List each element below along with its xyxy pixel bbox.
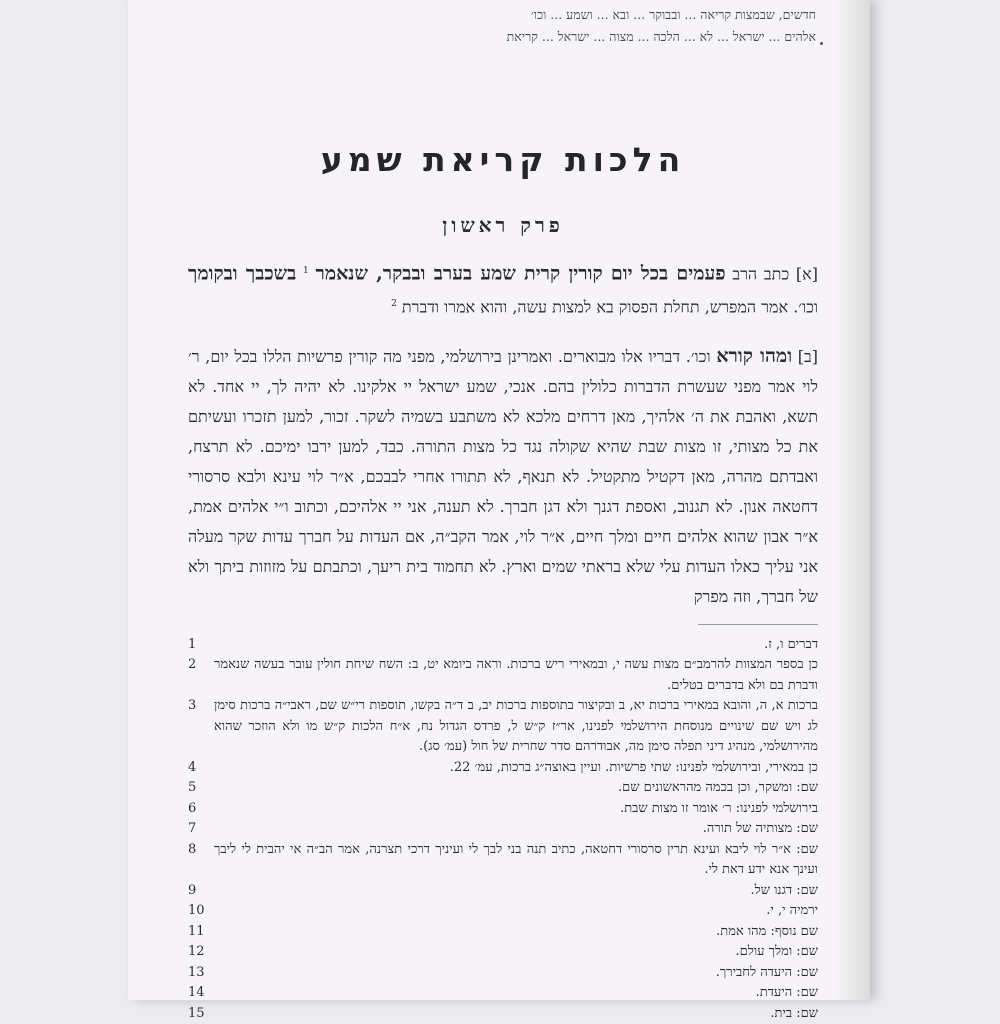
- footnote-text: שם: א״ר לוי ליבא ועינא תרין סרסורי דחטאה, כתיב תנה בני לבך לי ועיניך דרכי תצרנה, אמר הב״ה אי יהבית לי ליבך ועינך אנא ידע דאת לי.: [214, 841, 818, 878]
- footnote-number: 4: [188, 759, 197, 775]
- footnote: [188, 881, 818, 902]
- footnote-number: 12: [188, 944, 205, 960]
- footnote-text: שם: היעדת.: [755, 985, 818, 1001]
- footnote-number: 14: [188, 985, 205, 1001]
- book-page: [128, 0, 870, 1021]
- footnote: [188, 1004, 818, 1024]
- footnote-number: 9: [188, 882, 197, 898]
- footnote: [188, 901, 818, 922]
- footnote-number: 6: [188, 800, 197, 816]
- page-content: [188, 140, 818, 1024]
- footnote: [188, 942, 818, 963]
- footnote-text: שם: ומלך עולם.: [735, 944, 818, 960]
- footnote: [188, 799, 818, 820]
- section-lead-verse: בשכבך ובקומך: [188, 262, 297, 285]
- footnote-text: כן בספר המצוות להרמב״ם מצות עשה י, ובמאירי ריש ברכות. וראה ביומא יט, ב: השח שיחת חולין עובר בעשה שנאמר ודברת בם ולא בדברים בטלים.: [214, 657, 818, 693]
- footnote: [188, 963, 818, 984]
- footnote: [188, 778, 818, 799]
- footnote-number: 7: [188, 821, 197, 837]
- footnote-number: 2: [188, 657, 197, 673]
- previous-text-fragment: [176, 4, 816, 48]
- footnote-text: שם: דגנו של.: [750, 882, 818, 898]
- section-text-continued: וכו׳. אמר המפרש, תחלת הפסוק בא למצות עשה, והוא אמרו ודברת: [401, 297, 818, 317]
- footnote-text: שם: מצותיה של תורה.: [702, 821, 818, 837]
- section-b: [188, 341, 818, 612]
- footnote-text: שם נוסף: מהו אמת.: [716, 923, 818, 939]
- footnote-ref: 1: [303, 266, 309, 276]
- footnote: [188, 758, 818, 779]
- section-marker: [א]: [795, 264, 818, 284]
- footnote-text: דברים ו, ז.: [764, 636, 818, 652]
- footnote-text: שם: היעדה לחבירך.: [715, 964, 818, 980]
- footnote-ref: 2: [391, 299, 397, 310]
- top-line: אלהים ... ישראל ... לא ... הלכה ... מצוה ... ישראל ... קריאת: [506, 29, 816, 44]
- footnote: [188, 696, 818, 758]
- footnotes: [188, 635, 818, 1024]
- page-title: הלכות קריאת שמע: [320, 140, 686, 179]
- ink-dot: [820, 42, 823, 45]
- footnote-number: 13: [188, 964, 205, 980]
- section-lead: כתב הרב: [732, 264, 790, 284]
- section-lead: ומהו קורא: [716, 344, 793, 367]
- section-marker: [ב]: [797, 346, 818, 366]
- footnote-number: 10: [188, 903, 205, 919]
- footnote-text: שם: בית.: [770, 1005, 818, 1021]
- footnote-text: ברכות א, ה, והובא במאירי ברכות יא, ב ובקיצור בתוספות ברכות יב, ב ד״ה בקשו, תוספות רי״ש שם, ראבי״ה ברכות סימן לג ויש שם שינויים מנוסחת הירושלמי לפנינו, אר״ז ק״ש ל, פרדס הגדול נח, א״ח הלכות ק״ש מו ולא הוזכר שהוא מהירושלמי, מנהיג דיני תפלה סימן מה, אבודרהם סדר שחרית של חול (עמ׳ סג).: [214, 698, 818, 755]
- page-gutter-shadow: [834, 0, 870, 1000]
- footnote-text: שם: ומשקר, וכן בכמה מהראשונים שם.: [618, 780, 818, 796]
- footnote-number: 1: [188, 636, 197, 652]
- footnote-number: 11: [188, 923, 205, 939]
- footnote: [188, 635, 818, 656]
- chapter-heading: פרק ראשון: [442, 213, 564, 237]
- footnote: [188, 840, 818, 881]
- footnote: [188, 922, 818, 943]
- top-line: חדשים, שבמצות קריאה ... ובבוקר ... ובא ... ושמע ... וכו׳: [530, 7, 816, 22]
- section-text: פעמים בכל יום קורין קרית שמע בערב ובבקר, שנאמר: [315, 262, 726, 285]
- footnote-text: בירושלמי לפנינו: ר׳ אומר זו מצות שבת.: [620, 800, 818, 816]
- footnote-number: 15: [188, 1005, 205, 1021]
- section-text: וכו׳. דבריו אלו מבוארים. ואמרינן בירושלמי, מפני מה קורין פרשיות הללו בכל יום, ר׳ לוי אמר מפני שעשרת הדברות כלולין בהם. אנכי, שמע ישראל יי אלקינו. לא יהיה לך, יי אחד. לא תשא, ואהבת את ה׳ אלהיך, מאן דרחים מלכא לא משתבע בשמיה לשקר. זכור, למען תזכרו ועשיתם את כל מצותי, זו מצות שבת שהיא שקולה נגד כל מצות התורה. כבד, למען ירבו ימיכם. לא תרצח, ואבדתם מהרה, מאן דקטיל מתקטיל. לא תנאף, לא תתורו אחרי לבבכם, א״ר לוי עינא ולבא סרסורי דחטאה אנון. לא תגנוב, ואספת דגנך ולא דגן חברך. לא תענה, אני יי אלהיכם, וכתוב ו״י אלהים אמת, א״ר אבון שהוא אלהים חיים ומלך חיים, א״ר לוי, אמר הקב״ה, אם העדות על חברך עדות שקר מעלה אני עליך כאלו העדות עלי שלא בראתי שמים וארץ. לא תחמוד בית ריעך, וכתבתם על מזוזות ביתך ולא של חברך, וזה מפרק: [188, 346, 819, 606]
- footnote: [188, 655, 818, 696]
- footnote-number: 8: [188, 841, 197, 857]
- footnote-number: 5: [188, 780, 197, 796]
- footnote-text: ירמיה י, י.: [766, 903, 818, 919]
- section-a: [188, 256, 818, 323]
- footnote: [188, 983, 818, 1004]
- footnote-divider: [698, 624, 818, 625]
- footnote-number: 3: [188, 698, 197, 714]
- footnote: [188, 819, 818, 840]
- footnote-text: כן במאירי, ובירושלמי לפנינו: שתי פרשיות. ועיין באוצה״ג ברכות, עמ׳ 22.: [449, 759, 818, 775]
